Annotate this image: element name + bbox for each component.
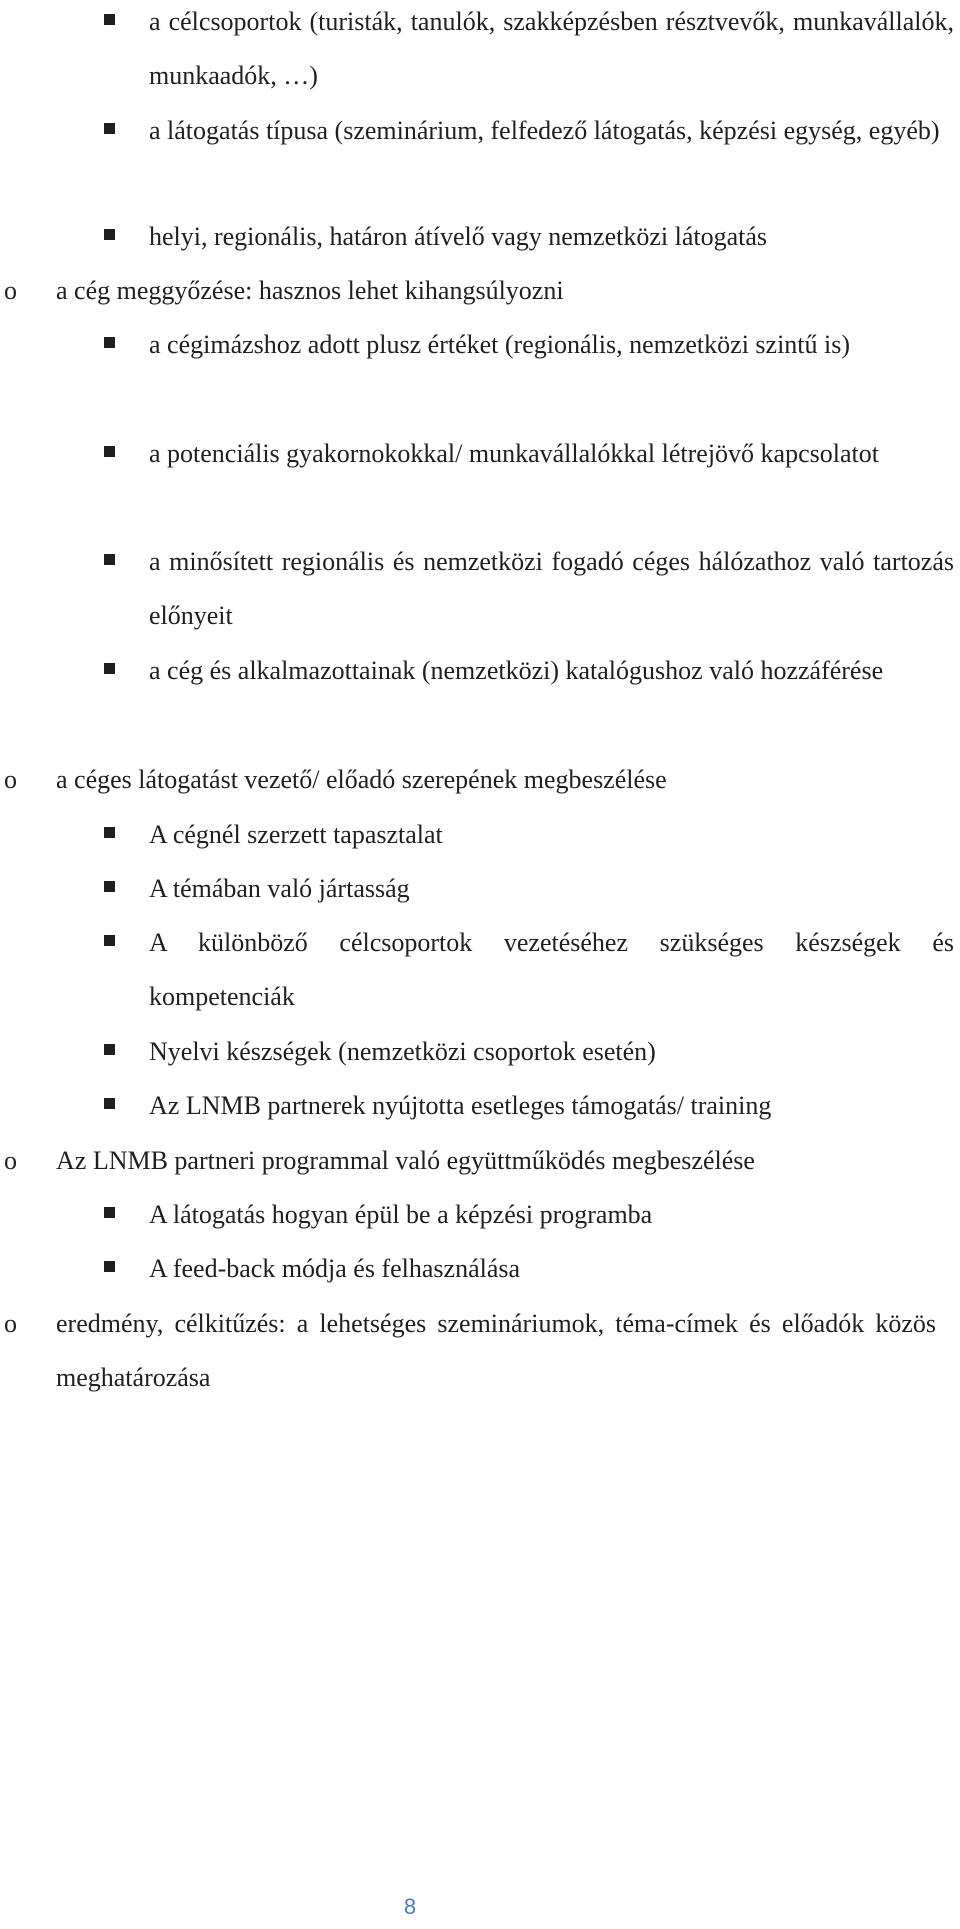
list-item-outcome (4, 1297, 936, 1405)
list-item-text: helyi, regionális, határon átívelő vagy nemzetközi látogatás (149, 222, 768, 251)
page-number: 8 (403, 1894, 417, 1919)
list-item-text: A témában való jártasság (149, 874, 410, 903)
square-bullet-icon (104, 881, 115, 892)
square-bullet-icon (104, 554, 115, 565)
list-item-text: a látogatás típusa (szeminárium, felfedező látogatás, képzési egység, egyéb) (149, 116, 940, 145)
list-item-text: a cég meggyőzése: hasznos lehet kihangsúlyozni (56, 276, 564, 305)
square-bullet-icon (104, 123, 115, 134)
list-item-expertise (149, 862, 954, 916)
list-item-text: Az LNMB partneri programmal való együttműködés megbeszélése (56, 1146, 755, 1175)
list-item-persuasion (4, 264, 936, 318)
list-item-integration (149, 1188, 954, 1242)
list-item-text: a minősített regionális és nemzetközi fogadó céges hálózathoz való tartozás előnyeit (149, 547, 954, 630)
square-bullet-icon (104, 663, 115, 674)
list-item-scope (149, 210, 954, 264)
list-item-leader-role (4, 753, 936, 807)
list-item-interns (149, 427, 954, 481)
square-bullet-icon (104, 1044, 115, 1055)
list-item-feedback (149, 1242, 954, 1296)
circle-bullet-icon: o (4, 276, 17, 305)
circle-bullet-icon: o (4, 1146, 17, 1175)
square-bullet-icon (104, 1207, 115, 1218)
list-item-text: A különböző célcsoportok vezetéséhez szükséges készségek és kompetenciák (149, 928, 954, 1011)
circle-bullet-icon: o (4, 1309, 17, 1338)
list-item-text: eredmény, célkitűzés: a lehetséges szemináriumok, téma-címek és előadók közös meghatározása (56, 1309, 936, 1392)
list-item-text: a cég és alkalmazottainak (nemzetközi) katalógushoz való hozzáférése (149, 656, 884, 685)
square-bullet-icon (104, 935, 115, 946)
square-bullet-icon (104, 1261, 115, 1272)
list-item-text: Nyelvi készségek (nemzetközi csoportok esetén) (149, 1037, 656, 1066)
square-bullet-icon (104, 446, 115, 457)
list-item-network (149, 535, 954, 643)
list-item-image (149, 318, 954, 372)
list-item-languages (149, 1025, 954, 1079)
square-bullet-icon (104, 1098, 115, 1109)
list-item-text: A látogatás hogyan épül be a képzési programba (149, 1200, 653, 1229)
list-item-experience (149, 808, 954, 862)
list-item-text: A cégnél szerzett tapasztalat (149, 820, 443, 849)
square-bullet-icon (104, 827, 115, 838)
list-item-lnmb-cooperation (4, 1134, 936, 1188)
list-item-text: Az LNMB partnerek nyújtotta esetleges támogatás/ training (149, 1091, 772, 1120)
list-item-visit-type (149, 104, 954, 158)
list-item-skills (149, 916, 954, 1024)
square-bullet-icon (104, 229, 115, 240)
list-item-support (149, 1079, 954, 1133)
list-item-text: a potenciális gyakornokokkal/ munkavállalókkal létrejövő kapcsolatot (149, 439, 879, 468)
square-bullet-icon (104, 337, 115, 348)
square-bullet-icon (104, 14, 115, 25)
list-item-text: a célcsoportok (turisták, tanulók, szakképzésben résztvevők, munkavállalók, munkaadók, …) (149, 7, 954, 90)
circle-bullet-icon: o (4, 765, 17, 794)
list-item-text: A feed-back módja és felhasználása (149, 1254, 521, 1283)
list-item-text: a céges látogatást vezető/ előadó szerepének megbeszélése (56, 765, 667, 794)
list-item-text: a cégimázshoz adott plusz értéket (regionális, nemzetközi szintű is) (149, 330, 851, 359)
list-item-catalogue (149, 644, 954, 698)
list-item-target-groups (149, 0, 954, 103)
